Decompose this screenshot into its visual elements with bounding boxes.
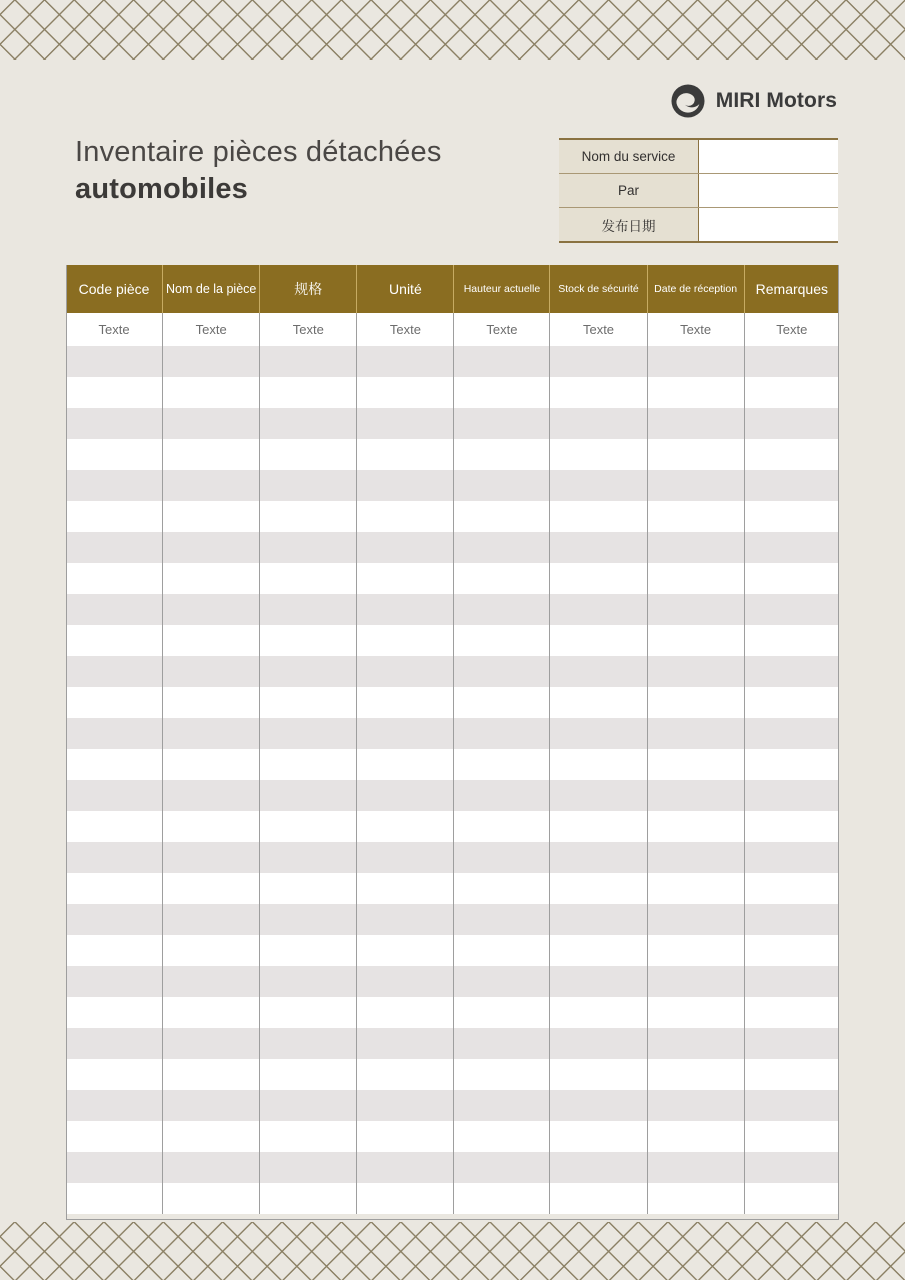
table-cell[interactable]	[163, 718, 260, 749]
table-cell[interactable]	[357, 1090, 454, 1121]
table-cell[interactable]	[454, 780, 550, 811]
table-cell[interactable]	[647, 966, 744, 997]
table-cell[interactable]	[550, 749, 647, 780]
table-cell[interactable]	[454, 687, 550, 718]
table-cell[interactable]	[163, 1028, 260, 1059]
table-cell[interactable]	[744, 346, 839, 377]
table-cell[interactable]	[260, 625, 357, 656]
table-cell[interactable]	[647, 1090, 744, 1121]
table-cell[interactable]	[357, 1183, 454, 1214]
table-cell[interactable]	[163, 1121, 260, 1152]
table-cell[interactable]	[260, 501, 357, 532]
table-cell[interactable]	[744, 1183, 839, 1214]
table-cell[interactable]	[454, 408, 550, 439]
table-row	[66, 470, 839, 501]
table-cell[interactable]	[163, 656, 260, 687]
table-cell[interactable]	[260, 904, 357, 935]
table-row	[66, 966, 839, 997]
table-cell[interactable]	[357, 656, 454, 687]
table-cell[interactable]: Texte	[647, 313, 744, 346]
table-cell[interactable]	[357, 501, 454, 532]
table-row	[66, 594, 839, 625]
table-cell[interactable]	[550, 1152, 647, 1183]
table-cell[interactable]	[744, 997, 839, 1028]
table-cell[interactable]	[647, 625, 744, 656]
table-cell[interactable]	[66, 718, 163, 749]
table-cell[interactable]	[163, 1152, 260, 1183]
table-cell[interactable]	[647, 935, 744, 966]
page-title-line1: Inventaire pièces détachées	[75, 136, 442, 168]
table-cell[interactable]	[454, 966, 550, 997]
table-row	[66, 873, 839, 904]
column-header[interactable]: Stock de sécurité	[550, 265, 647, 313]
table-cell[interactable]	[744, 656, 839, 687]
table-cell[interactable]	[66, 656, 163, 687]
table-cell[interactable]	[357, 594, 454, 625]
table-cell[interactable]	[744, 749, 839, 780]
table-cell[interactable]	[357, 873, 454, 904]
table-cell[interactable]	[454, 656, 550, 687]
table-cell[interactable]	[744, 780, 839, 811]
table-cell[interactable]	[66, 439, 163, 470]
table-cell[interactable]	[744, 563, 839, 594]
table-cell[interactable]	[647, 811, 744, 842]
table-header-row	[66, 265, 839, 313]
table-cell[interactable]	[550, 1028, 647, 1059]
table-cell[interactable]	[744, 842, 839, 873]
table-cell[interactable]	[744, 439, 839, 470]
column-header[interactable]: Date de réception	[647, 265, 744, 313]
table-cell[interactable]	[357, 935, 454, 966]
table-cell[interactable]	[163, 966, 260, 997]
table-cell[interactable]	[260, 749, 357, 780]
table-cell[interactable]	[357, 1059, 454, 1090]
table-row	[66, 687, 839, 718]
table-cell[interactable]	[647, 563, 744, 594]
table-row	[66, 1059, 839, 1090]
table-cell[interactable]	[550, 470, 647, 501]
table-cell[interactable]	[647, 1028, 744, 1059]
inventory-table-wrapper	[66, 265, 839, 1214]
table-cell[interactable]	[647, 997, 744, 1028]
table-cell[interactable]	[647, 873, 744, 904]
table-cell[interactable]	[647, 470, 744, 501]
table-row	[66, 935, 839, 966]
table-cell[interactable]	[454, 470, 550, 501]
table-cell[interactable]	[454, 1183, 550, 1214]
meta-label-service: Nom du service	[559, 140, 698, 173]
table-cell[interactable]	[744, 408, 839, 439]
table-cell[interactable]	[454, 1059, 550, 1090]
table-cell[interactable]	[163, 842, 260, 873]
table-cell[interactable]	[260, 532, 357, 563]
table-cell[interactable]	[66, 346, 163, 377]
table-row	[66, 1028, 839, 1059]
table-cell[interactable]	[163, 1090, 260, 1121]
table-cell[interactable]	[454, 842, 550, 873]
table-cell[interactable]	[744, 625, 839, 656]
table-cell[interactable]	[647, 1121, 744, 1152]
meta-row-par	[559, 174, 838, 208]
table-cell[interactable]	[454, 935, 550, 966]
table-cell[interactable]	[744, 1059, 839, 1090]
table-header	[66, 265, 839, 313]
table-cell[interactable]	[744, 1028, 839, 1059]
table-cell[interactable]	[744, 1090, 839, 1121]
table-cell[interactable]	[163, 935, 260, 966]
table-cell[interactable]: Texte	[550, 313, 647, 346]
table-cell[interactable]	[260, 656, 357, 687]
table-cell[interactable]	[550, 873, 647, 904]
table-cell[interactable]	[454, 501, 550, 532]
brand-name: MIRI Motors	[715, 89, 837, 112]
table-cell[interactable]	[454, 346, 550, 377]
table-cell[interactable]	[66, 687, 163, 718]
table-cell[interactable]: Texte	[744, 313, 839, 346]
table-cell[interactable]	[550, 532, 647, 563]
table-cell[interactable]	[66, 1152, 163, 1183]
table-cell[interactable]	[550, 346, 647, 377]
table-cell[interactable]	[647, 377, 744, 408]
table-cell[interactable]	[454, 532, 550, 563]
table-cell[interactable]	[260, 966, 357, 997]
table-cell[interactable]	[260, 935, 357, 966]
table-row	[66, 563, 839, 594]
table-cell[interactable]	[647, 780, 744, 811]
table-cell[interactable]	[163, 811, 260, 842]
meta-label-par: Par	[559, 174, 698, 207]
table-cell[interactable]	[454, 904, 550, 935]
table-cell[interactable]	[357, 904, 454, 935]
table-cell[interactable]	[260, 718, 357, 749]
table-cell[interactable]	[647, 532, 744, 563]
table-cell[interactable]	[163, 470, 260, 501]
table-cell[interactable]	[550, 377, 647, 408]
table-row	[66, 1183, 839, 1214]
table-cell[interactable]	[454, 749, 550, 780]
table-row	[66, 346, 839, 377]
table-row	[66, 780, 839, 811]
table-row	[66, 408, 839, 439]
table-cell[interactable]	[647, 1059, 744, 1090]
table-cell[interactable]	[163, 1183, 260, 1214]
decorative-pattern-bottom	[0, 1222, 905, 1280]
table-cell[interactable]	[66, 625, 163, 656]
table-cell[interactable]: Texte	[454, 313, 550, 346]
table-cell[interactable]	[357, 377, 454, 408]
meta-box	[559, 138, 838, 243]
table-cell[interactable]	[260, 439, 357, 470]
table-cell[interactable]	[357, 718, 454, 749]
table-cell[interactable]: Texte	[163, 313, 260, 346]
table-cell[interactable]	[260, 408, 357, 439]
table-cell[interactable]	[647, 656, 744, 687]
table-cell[interactable]	[66, 873, 163, 904]
table-cell[interactable]	[550, 563, 647, 594]
column-header[interactable]: Nom de la pièce	[163, 265, 260, 313]
table-cell[interactable]	[163, 997, 260, 1028]
table-cell[interactable]	[66, 904, 163, 935]
table-cell[interactable]	[357, 780, 454, 811]
table-cell[interactable]	[550, 594, 647, 625]
table-cell[interactable]	[454, 718, 550, 749]
table-cell[interactable]	[66, 563, 163, 594]
table-cell[interactable]	[66, 997, 163, 1028]
table-cell[interactable]	[744, 873, 839, 904]
table-cell[interactable]	[357, 408, 454, 439]
table-cell[interactable]	[66, 966, 163, 997]
table-cell[interactable]	[454, 1152, 550, 1183]
table-cell[interactable]	[260, 811, 357, 842]
table-cell[interactable]	[260, 780, 357, 811]
table-cell[interactable]	[260, 873, 357, 904]
table-cell[interactable]	[550, 997, 647, 1028]
table-row	[66, 439, 839, 470]
table-cell[interactable]	[550, 718, 647, 749]
table-cell[interactable]: Texte	[357, 313, 454, 346]
table-cell[interactable]	[550, 687, 647, 718]
table-cell[interactable]	[454, 377, 550, 408]
table-cell[interactable]	[66, 1183, 163, 1214]
table-cell[interactable]	[163, 594, 260, 625]
table-cell[interactable]	[66, 377, 163, 408]
table-cell[interactable]	[357, 470, 454, 501]
table-cell[interactable]	[260, 997, 357, 1028]
table-cell[interactable]	[260, 563, 357, 594]
table-cell[interactable]	[260, 842, 357, 873]
column-header[interactable]: Unité	[357, 265, 454, 313]
table-cell[interactable]	[647, 904, 744, 935]
table-cell[interactable]	[550, 1090, 647, 1121]
table-cell[interactable]	[744, 811, 839, 842]
table-cell[interactable]	[647, 501, 744, 532]
table-cell[interactable]	[163, 749, 260, 780]
table-cell[interactable]	[66, 842, 163, 873]
table-cell[interactable]	[550, 439, 647, 470]
table-cell[interactable]	[744, 935, 839, 966]
table-cell[interactable]	[260, 1152, 357, 1183]
meta-label-date: 发布日期	[559, 208, 698, 241]
brand-logo	[669, 82, 837, 120]
table-cell[interactable]	[357, 439, 454, 470]
table-cell[interactable]	[163, 377, 260, 408]
table-cell[interactable]	[744, 377, 839, 408]
table-cell[interactable]	[744, 966, 839, 997]
table-cell[interactable]	[454, 997, 550, 1028]
table-row	[66, 904, 839, 935]
meta-value-par[interactable]	[698, 174, 838, 207]
table-cell[interactable]	[454, 594, 550, 625]
table-cell[interactable]	[647, 408, 744, 439]
table-cell[interactable]	[647, 718, 744, 749]
table-cell[interactable]	[260, 1183, 357, 1214]
table-row	[66, 749, 839, 780]
table-cell[interactable]	[260, 377, 357, 408]
column-header[interactable]: 规格	[260, 265, 357, 313]
table-cell[interactable]	[260, 346, 357, 377]
table-cell[interactable]	[163, 408, 260, 439]
table-cell[interactable]	[260, 594, 357, 625]
table-cell[interactable]: Texte	[66, 313, 163, 346]
table-cell[interactable]	[550, 501, 647, 532]
table-cell[interactable]	[357, 842, 454, 873]
table-cell[interactable]	[454, 625, 550, 656]
table-row	[66, 501, 839, 532]
table-cell[interactable]	[260, 1059, 357, 1090]
table-cell[interactable]	[66, 1121, 163, 1152]
table-cell[interactable]	[647, 842, 744, 873]
table-cell[interactable]	[260, 1090, 357, 1121]
table-cell[interactable]	[260, 687, 357, 718]
table-cell[interactable]	[357, 532, 454, 563]
table-cell[interactable]	[357, 687, 454, 718]
table-cell[interactable]	[454, 1121, 550, 1152]
meta-row-date	[559, 208, 838, 241]
table-cell[interactable]	[744, 594, 839, 625]
table-cell[interactable]	[550, 1121, 647, 1152]
table-cell[interactable]	[66, 780, 163, 811]
table-cell[interactable]	[550, 780, 647, 811]
table-cell[interactable]	[66, 408, 163, 439]
table-cell[interactable]	[550, 656, 647, 687]
column-header[interactable]: Remarques	[744, 265, 839, 313]
table-cell[interactable]	[357, 749, 454, 780]
table-row	[66, 842, 839, 873]
table-cell[interactable]	[163, 625, 260, 656]
table-cell[interactable]	[744, 1152, 839, 1183]
table-cell[interactable]	[357, 1028, 454, 1059]
table-cell[interactable]	[550, 811, 647, 842]
inventory-table	[66, 265, 839, 1214]
column-header[interactable]: Code pièce	[66, 265, 163, 313]
table-row	[66, 811, 839, 842]
table-cell[interactable]	[357, 563, 454, 594]
table-cell[interactable]	[647, 439, 744, 470]
table-cell[interactable]	[744, 687, 839, 718]
table-row	[66, 656, 839, 687]
table-cell[interactable]	[357, 997, 454, 1028]
table-cell[interactable]	[163, 532, 260, 563]
table-cell[interactable]	[66, 935, 163, 966]
table-cell[interactable]	[163, 346, 260, 377]
table-cell[interactable]	[163, 904, 260, 935]
table-cell[interactable]	[66, 1090, 163, 1121]
table-cell[interactable]	[454, 873, 550, 904]
table-cell[interactable]	[66, 1059, 163, 1090]
table-cell[interactable]	[647, 594, 744, 625]
table-cell[interactable]	[163, 1059, 260, 1090]
table-cell[interactable]	[550, 408, 647, 439]
table-cell[interactable]	[357, 1152, 454, 1183]
table-cell[interactable]	[550, 625, 647, 656]
table-cell[interactable]	[550, 904, 647, 935]
table-row	[66, 1121, 839, 1152]
table-row	[66, 377, 839, 408]
table-cell[interactable]	[550, 1183, 647, 1214]
table-cell[interactable]	[66, 1028, 163, 1059]
table-cell[interactable]	[550, 966, 647, 997]
page-title-line2: automobiles	[75, 172, 248, 205]
decorative-pattern-top	[0, 0, 905, 60]
table-cell[interactable]	[744, 904, 839, 935]
table-body	[66, 313, 839, 1214]
table-cell[interactable]	[260, 470, 357, 501]
table-cell[interactable]	[647, 346, 744, 377]
table-cell[interactable]	[163, 687, 260, 718]
table-cell[interactable]	[66, 470, 163, 501]
table-row	[66, 718, 839, 749]
table-cell[interactable]	[550, 935, 647, 966]
table-cell[interactable]	[66, 594, 163, 625]
table-cell[interactable]	[744, 1121, 839, 1152]
table-cell[interactable]	[647, 1183, 744, 1214]
table-cell[interactable]	[454, 1028, 550, 1059]
table-cell[interactable]	[260, 1028, 357, 1059]
table-cell[interactable]	[66, 749, 163, 780]
meta-value-date[interactable]	[698, 208, 838, 241]
table-cell[interactable]	[163, 780, 260, 811]
table-cell[interactable]	[357, 346, 454, 377]
table-cell[interactable]	[454, 563, 550, 594]
page-title	[75, 134, 545, 207]
table-cell[interactable]	[744, 470, 839, 501]
table-cell[interactable]	[744, 718, 839, 749]
table-cell[interactable]	[163, 501, 260, 532]
table-cell[interactable]	[454, 1090, 550, 1121]
table-cell[interactable]	[66, 501, 163, 532]
table-cell[interactable]	[647, 749, 744, 780]
meta-row-service	[559, 140, 838, 174]
table-cell[interactable]	[550, 1059, 647, 1090]
column-header[interactable]: Hauteur actuelle	[454, 265, 550, 313]
table-cell[interactable]	[163, 873, 260, 904]
table-cell[interactable]	[744, 501, 839, 532]
table-cell[interactable]	[357, 625, 454, 656]
table-cell[interactable]	[454, 811, 550, 842]
table-row	[66, 532, 839, 563]
table-cell[interactable]	[260, 1121, 357, 1152]
table-row	[66, 313, 839, 346]
table-cell[interactable]	[357, 811, 454, 842]
table-cell[interactable]	[744, 532, 839, 563]
table-cell[interactable]	[163, 563, 260, 594]
meta-value-service[interactable]	[698, 140, 838, 173]
table-cell[interactable]	[66, 811, 163, 842]
table-cell[interactable]	[647, 1152, 744, 1183]
table-row	[66, 1090, 839, 1121]
table-row	[66, 1152, 839, 1183]
table-cell[interactable]	[647, 687, 744, 718]
table-cell[interactable]	[357, 1121, 454, 1152]
table-row	[66, 997, 839, 1028]
swirl-ring-icon	[669, 82, 707, 120]
table-cell[interactable]	[163, 439, 260, 470]
table-cell[interactable]: Texte	[260, 313, 357, 346]
table-cell[interactable]	[550, 842, 647, 873]
table-cell[interactable]	[454, 439, 550, 470]
table-cell[interactable]	[66, 532, 163, 563]
table-cell[interactable]	[357, 966, 454, 997]
table-row	[66, 625, 839, 656]
